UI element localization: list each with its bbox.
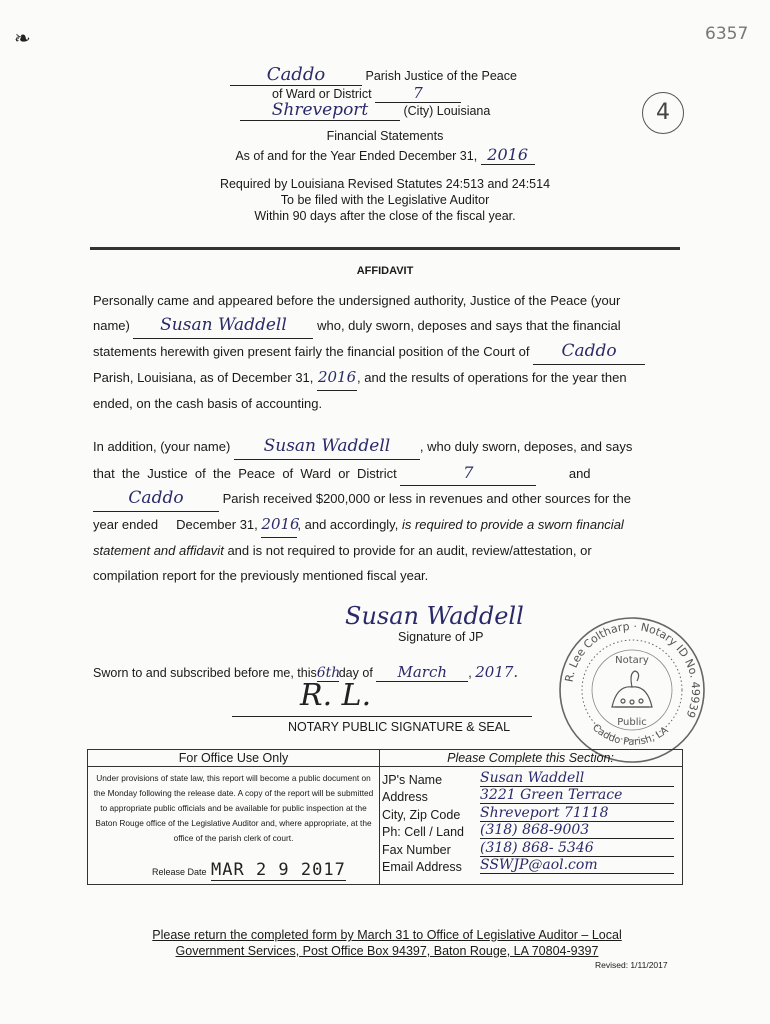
- parish-label: Parish Justice of the Peace: [365, 69, 517, 83]
- affidavit-paragraph-1: [93, 288, 683, 416]
- p2-line-5: [93, 538, 683, 563]
- office-use-panel: [88, 750, 380, 884]
- p1-line-3: [93, 339, 683, 365]
- contact-field-label: Fax Number: [382, 842, 451, 857]
- p2-district-label: that the Justice of the Peace of Ward or District: [93, 466, 397, 481]
- p2-and: and: [568, 466, 591, 481]
- court-value: Caddo: [533, 339, 645, 365]
- footer-instructions: [90, 927, 684, 959]
- contact-field-value: (318) 868-9003: [480, 822, 674, 839]
- p2-year-value: 2016: [261, 512, 297, 538]
- header-divider: [90, 247, 680, 250]
- ward-value: 7: [375, 84, 461, 103]
- city-label: (City) Louisiana: [403, 104, 491, 118]
- p2-deposes-text: , who duly sworn, deposes, and says: [419, 439, 633, 454]
- jp-name-value: Susan Waddell: [133, 313, 313, 339]
- p2-district-value: 7: [400, 460, 536, 486]
- p2-line-4: [93, 512, 683, 538]
- p1-line-4: [93, 365, 683, 391]
- p2-year-ended: year ended: [93, 517, 159, 532]
- contact-field-value: 3221 Green Terrace: [480, 787, 674, 804]
- contact-field-row: [379, 857, 682, 875]
- seal-graphic: [557, 615, 707, 765]
- p1-line-2: [93, 313, 683, 339]
- p2-name-value: Susan Waddell: [234, 434, 420, 460]
- fs-title: Financial Statements: [326, 129, 444, 143]
- city-line: [240, 100, 540, 121]
- seal-inner-bottom: Public: [617, 717, 647, 728]
- p1-date-label: Parish, Louisiana, as of December 31,: [93, 370, 314, 385]
- release-date-label: Release Date: [152, 867, 207, 877]
- circled-number: 4: [642, 92, 684, 134]
- parish-line: [230, 64, 560, 86]
- p2-revenue-text: Parish received $200,000 or less in revenues and other sources for the: [222, 491, 631, 506]
- fs-year-line: [180, 145, 590, 165]
- svg-text:R. Lee Coltharp · Notary ID No: [563, 620, 703, 720]
- p1-line-1: Personally came and appeared before the undersigned authority, Justice of the Peace (your: [93, 293, 621, 308]
- notary-label: NOTARY PUBLIC SIGNATURE & SEAL: [288, 720, 511, 734]
- p2-parish-value: Caddo: [93, 486, 219, 512]
- p2-name-label: In addition, (your name): [93, 439, 231, 454]
- statute-line-3: Within 90 days after the close of the fiscal year.: [254, 209, 516, 223]
- p1-line-5: ended, on the cash basis of accounting.: [93, 396, 323, 411]
- month-value: March: [376, 663, 468, 682]
- contact-field-label: Email Address: [382, 860, 462, 874]
- day-label: day of: [338, 666, 373, 680]
- margin-mark: ❧: [14, 28, 31, 50]
- p2-statement-affidavit: statement and affidavit: [93, 543, 224, 558]
- affidavit-title: AFFIDAVIT: [356, 265, 414, 277]
- day-value: 6th: [316, 665, 341, 681]
- contact-field-row: [379, 822, 682, 840]
- contact-field-label: Ph: Cell / Land: [382, 825, 464, 839]
- contact-field-row: [379, 787, 682, 805]
- contact-field-value: Susan Waddell: [480, 770, 674, 787]
- sworn-label: Sworn to and subscribed before me, this: [93, 666, 317, 680]
- footer-line-2: Government Services, Post Office Box 94397, Baton Rouge, LA 70804-9397: [175, 944, 599, 958]
- statute-line-1: Required by Louisiana Revised Statutes 24:513 and 24:514: [219, 177, 551, 191]
- contact-field-label: City, Zip Code: [382, 807, 461, 822]
- complete-section-panel: [379, 750, 682, 884]
- p2-dec31: December 31,: [176, 517, 258, 532]
- document-number: 6357: [705, 24, 749, 44]
- notary-seal: [557, 615, 707, 765]
- ward-label: of Ward or District: [272, 87, 372, 101]
- p1-year-value: 2016: [317, 365, 357, 391]
- contact-field-value: SSWJP@aol.com: [480, 857, 674, 874]
- contact-field-label: JP's Name: [382, 772, 443, 787]
- seal-inner-top: Notary: [615, 655, 649, 666]
- p2-not-required-text: and is not required to provide for an audit, review/attestation, or: [227, 543, 592, 558]
- office-section: [87, 749, 683, 885]
- p2-line-6: compilation report for the previously mentioned fiscal year.: [93, 568, 429, 583]
- sworn-line: Sworn to and subscribed before me, this6thday of March , 2017.: [93, 663, 519, 681]
- p2-accordingly: , and accordingly,: [297, 517, 399, 532]
- pelican-emblem-icon: [612, 671, 652, 707]
- contact-field-value: Shreveport 71118: [480, 805, 674, 822]
- p1-results-text: , and the results of operations for the year then: [357, 370, 627, 385]
- notary-signature-line: [232, 716, 532, 717]
- p2-line-1: [93, 434, 683, 460]
- seal-bottom-text: Caddo Parish, LA: [589, 722, 671, 748]
- sworn-year-value: 2017.: [475, 663, 519, 681]
- footer-line-1: Please return the completed form by March 31 to Office of Legislative Auditor – Local: [152, 928, 622, 942]
- contact-field-label: Address: [382, 790, 428, 804]
- contact-field-row: [379, 804, 682, 822]
- p2-required-text: is required to provide a sworn financial: [401, 517, 624, 532]
- p1-court-label: statements herewith given present fairly the financial position of the Court of: [93, 344, 530, 359]
- office-use-header: For Office Use Only: [88, 750, 379, 767]
- fs-year-value: 2016: [481, 145, 535, 165]
- jp-signature: Susan Waddell: [345, 602, 524, 630]
- release-date-stamp: MAR 2 9 2017: [211, 860, 346, 880]
- office-use-text: Under provisions of state law, this report will become a public document on the Monday following the release date. A copy of the report will be submitted to appropriate public officials and be available for public inspection at the Baton Rouge office of the Legislative Auditor and, where appropriate, at the office of the parish clerk of court.: [93, 773, 374, 843]
- revised-date: Revised: 1/11/2017: [595, 960, 668, 970]
- contact-field-value: (318) 868- 5346: [480, 840, 674, 857]
- complete-section-header: Please Complete this Section:: [379, 750, 682, 767]
- notary-signature: R. L.: [300, 678, 372, 713]
- p2-line-2: [93, 460, 683, 486]
- p1-text: who, duly sworn, deposes and says that the financial: [317, 318, 621, 333]
- city-value: Shreveport: [240, 100, 400, 121]
- release-date-line: [152, 860, 346, 880]
- contact-field-row: [379, 839, 682, 857]
- contact-field-row: [379, 769, 682, 787]
- parish-value: Caddo: [230, 64, 362, 86]
- contact-fields: [379, 767, 682, 874]
- fs-year-label: As of and for the Year Ended December 31,: [235, 149, 478, 163]
- seal-outer-text: R. Lee Coltharp · Notary ID No. 49939: [562, 619, 703, 720]
- jp-signature-label: Signature of JP: [398, 630, 484, 644]
- statute-line-2: To be filed with the Legislative Auditor: [280, 193, 490, 207]
- affidavit-paragraph-2: [93, 434, 683, 588]
- p2-line-3: [93, 486, 683, 512]
- p1-name-label: name): [93, 318, 130, 333]
